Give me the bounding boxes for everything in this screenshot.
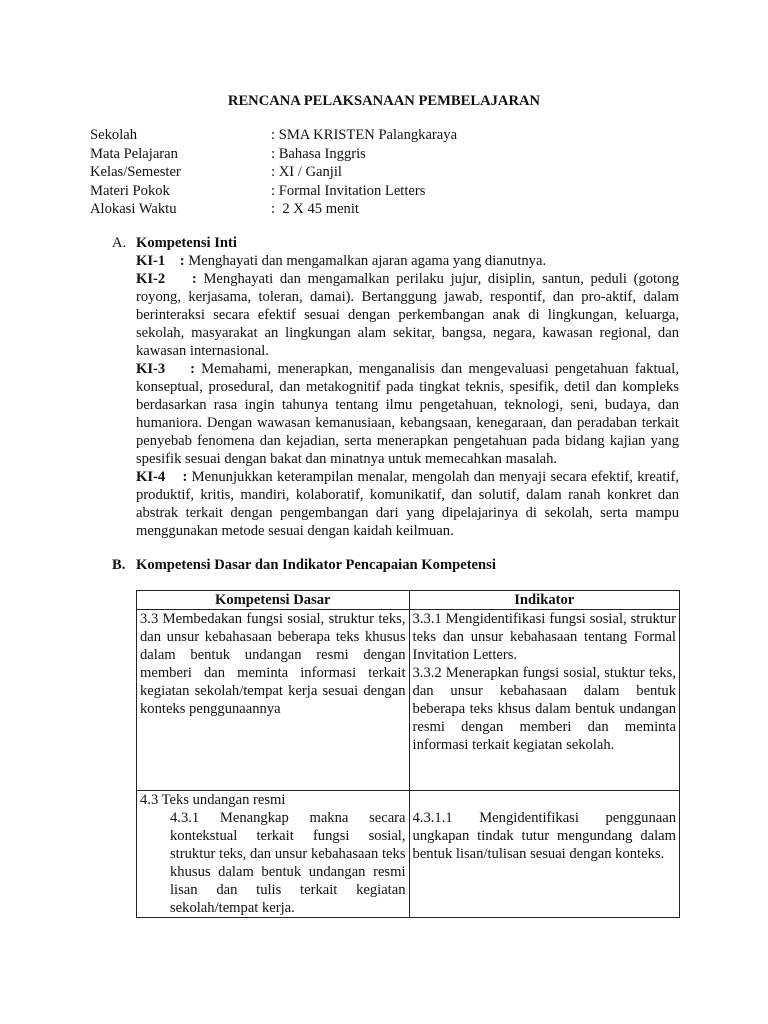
identity-block — [90, 126, 690, 219]
cell-spacer — [413, 791, 676, 809]
identity-label: Sekolah — [90, 127, 138, 143]
table-cell-indikator — [409, 791, 679, 918]
ki-list — [136, 252, 679, 540]
table-cell-indikator — [409, 610, 679, 791]
identity-value: : Bahasa Inggris — [271, 145, 366, 162]
ki-item — [136, 468, 679, 540]
section-heading — [112, 556, 679, 574]
section-title: Kompetensi Inti — [136, 235, 237, 251]
kd-text: 3.3 Membedakan fungsi sosial, struktur teks, dan unsur kebahasaan beberapa teks khusus dalam bentuk undangan resmi dengan memberi dan meminta informasi terkait kegiatan sekolah/tempat kerja sesuai dengan konteks penggunaannya — [140, 611, 406, 717]
kd-indikator-table — [136, 590, 680, 918]
kd-title: 4.3 Teks undangan resmi — [140, 792, 286, 808]
identity-label: Materi Pokok — [90, 182, 170, 199]
table-cell-kd — [137, 610, 410, 791]
ki-item — [136, 360, 679, 468]
section-letter: B. — [112, 557, 126, 573]
document-title: RENCANA PELAKSANAAN PEMBELAJARAN — [227, 93, 541, 109]
identity-row-alokasi-waktu — [90, 200, 690, 219]
indikator-text: 3.3.2 Menerapkan fungsi sosial, stuktur teks, dan unsur kebahasaan dalam bentuk beberapa teks khsus dalam bentuk undangan resmi dengan memberi dan meminta informasi terkait kegiatan sekolah. — [412, 665, 676, 753]
section-heading — [112, 234, 679, 252]
identity-value: : XI / Ganjil — [271, 164, 342, 180]
table-header-row — [137, 591, 680, 610]
section-kompetensi-inti — [112, 234, 679, 540]
identity-row-mata-pelajaran — [90, 145, 690, 164]
table-row — [137, 610, 680, 791]
ki-label: KI-4 : — [136, 469, 192, 485]
identity-label: Mata Pelajaran — [90, 145, 178, 162]
table-cell-kd — [137, 791, 410, 918]
identity-label: Alokasi Waktu — [90, 201, 177, 217]
ki-item — [136, 252, 679, 270]
identity-value: : Formal Invitation Letters — [271, 182, 426, 199]
identity-label: Kelas/Semester — [90, 164, 181, 180]
section-letter: A. — [112, 235, 127, 251]
identity-value: : SMA KRISTEN Palangkaraya — [271, 127, 458, 143]
identity-value: : 2 X 45 menit — [271, 201, 359, 217]
ki-text: Menghayati dan mengamalkan perilaku jujur, disiplin, santun, peduli (gotong royong, kerjasama, toleran, damai). Bertanggung jawab, respontif, dan pro-aktif, dalam berinteraksi secara efektif sesuai dengan perkembangan anak di lingkungan, keluarga, sekolah, masyarakat an lingkungan alam sekitar, bangsa, negara, kawasan regional, dan kawasan internasional. — [136, 271, 679, 359]
ki-text: Menunjukkan keterampilan menalar, mengolah dan menyaji secara efektif, kreatif, produktif, kritis, mandiri, kolaboratif, komunikatif, dan solutif, dalam ranah konkret dan abstrak terkait dengan pengembangan dari yang dipelajarinya di sekolah, serta mampu menggunakan metode sesuai dengan kaidah keilmuan. — [136, 469, 679, 539]
ki-label: KI-1 : — [136, 253, 189, 269]
kd-sub-text: 4.3.1 Menangkap makna secara kontekstual terkait fungsi sosial, struktur teks, dan unsur kebahasaan teks khusus dalam bentuk undangan resmi lisan dan tulis terkait kegiatan sekolah/tempat kerja. — [170, 810, 406, 916]
ki-label: KI-2 : — [136, 271, 204, 287]
section-title: Kompetensi Dasar dan Indikator Pencapaian Kompetensi — [136, 557, 496, 573]
ki-text: Menghayati dan mengamalkan ajaran agama yang dianutnya. — [188, 253, 547, 269]
indikator-text: 4.3.1.1 Mengidentifikasi penggunaan ungkapan tindak tutur mengundang dalam bentuk lisan/tulisan sesuai dengan konteks. — [412, 810, 676, 862]
indikator-text: 3.3.1 Mengidentifikasi fungsi sosial, struktur teks dan unsur kebahasaan tentang Formal Invitation Letters. — [412, 611, 676, 663]
ki-text: Memahami, menerapkan, menganalisis dan mengevaluasi pengetahuan faktual, konseptual, prosedural, dan metakognitif pada tingkat teknis, spesifik, detil dan kompleks berdasarkan rasa ingin tahunya tentang ilmu pengetahuan, teknologi, seni, budaya, dan humaniora. Dengan wawasan kemanusiaan, kebangsaan, kenegaraan, dan peradaban terkait penyebab fenomena dan kejadian, serta menerapkan pengetahuan pada bidang kajian yang spesifik sesuai dengan bakat dan minatnya untuk memecahkan masalah. — [136, 361, 679, 467]
section-kompetensi-dasar — [112, 556, 679, 574]
identity-row-kelas-semester — [90, 163, 690, 182]
header-indikator: Indikator — [409, 591, 679, 610]
identity-row-materi-pokok — [90, 182, 690, 201]
header-kompetensi-dasar: Kompetensi Dasar — [137, 591, 410, 610]
table-row — [137, 791, 680, 918]
ki-label: KI-3 : — [136, 361, 202, 377]
ki-item — [136, 270, 679, 360]
identity-row-sekolah — [90, 126, 690, 145]
